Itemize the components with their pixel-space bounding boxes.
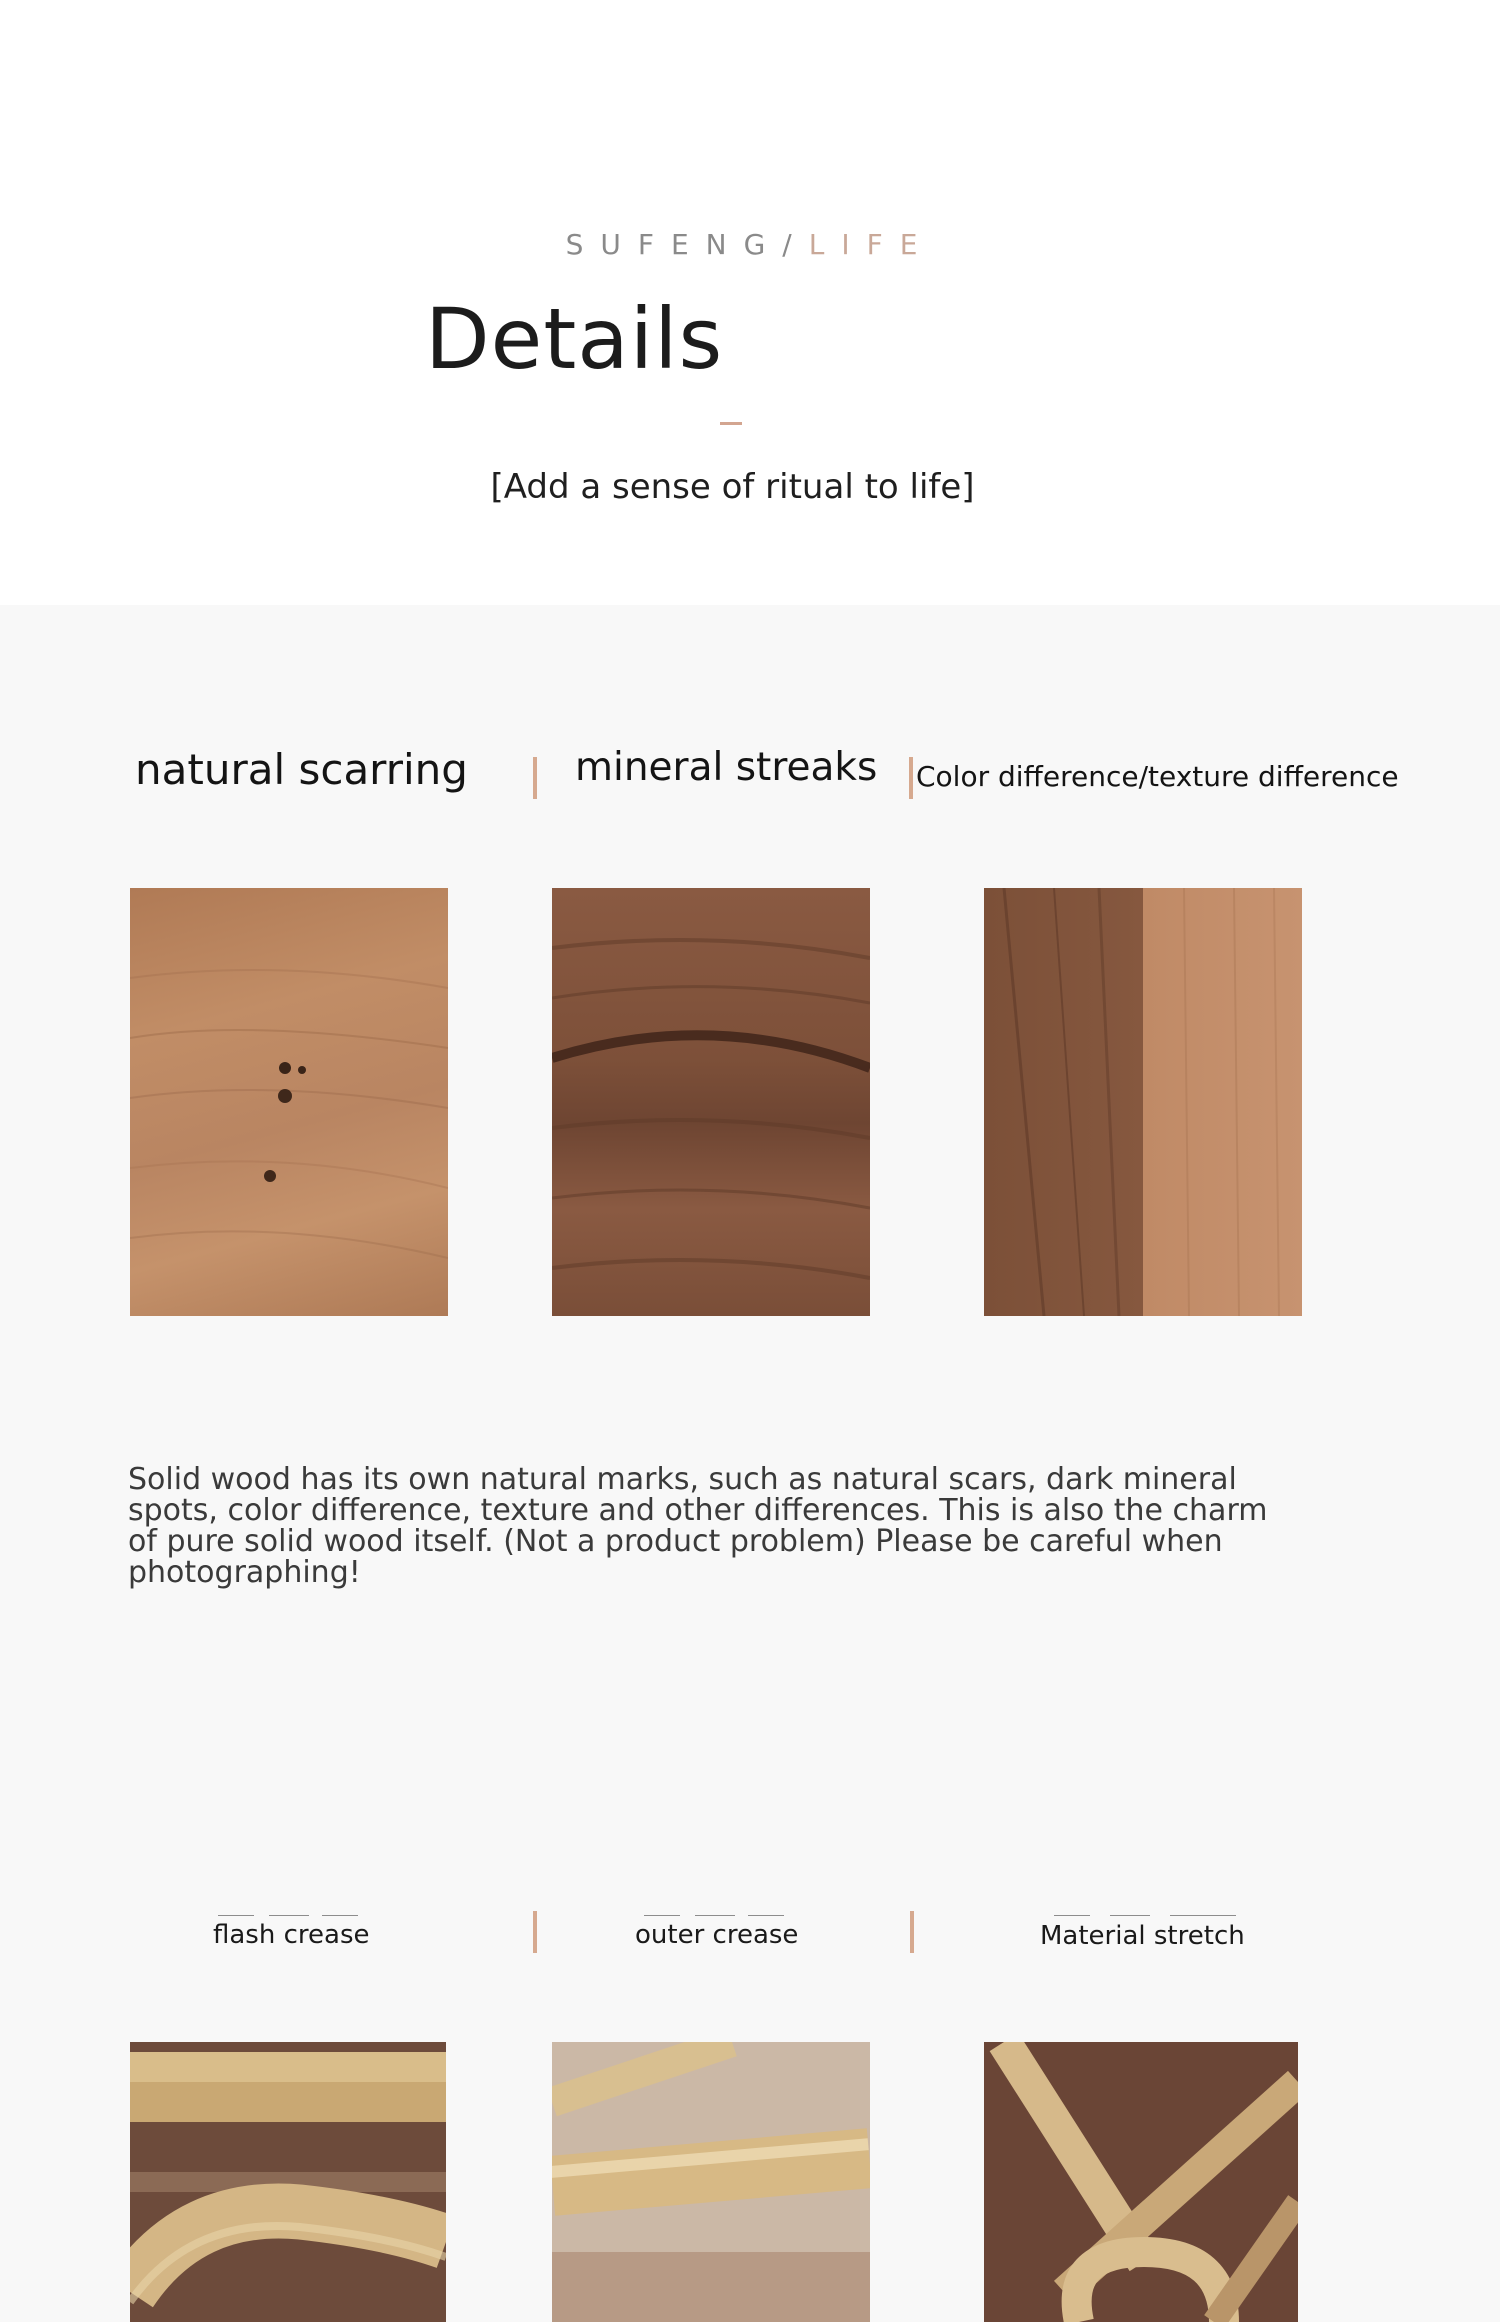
natural-scarring-photo	[130, 888, 448, 1316]
label-separator	[909, 757, 913, 799]
label-natural-scarring: natural scarring	[135, 745, 468, 794]
label-separator	[533, 1911, 537, 1953]
page-subtitle: [Add a sense of ritual to life]	[490, 467, 975, 507]
header-section	[0, 0, 1500, 605]
label-glyph-stub	[214, 1906, 362, 1916]
label-separator	[910, 1911, 914, 1953]
label-material-stretch: Material stretch	[1040, 1921, 1245, 1951]
label-separator	[533, 757, 537, 799]
brass-rod-illustration	[552, 2042, 870, 2322]
brand-name: SUFENG/	[565, 228, 809, 261]
color-difference-photo	[984, 888, 1302, 1316]
glyph-stub-illustration	[1050, 1909, 1240, 1916]
page-title: Details	[425, 290, 724, 388]
outer-crease-photo	[552, 2042, 870, 2322]
mineral-streaks-photo	[552, 888, 870, 1316]
brand-tagline	[0, 228, 1500, 261]
material-stretch-photo	[984, 2042, 1298, 2322]
glyph-stub-illustration	[214, 1909, 362, 1916]
title-divider	[720, 422, 742, 425]
brand-suffix: LIFE	[808, 228, 935, 261]
label-mineral-streaks: mineral streaks	[575, 745, 878, 790]
glyph-stub-illustration	[640, 1909, 788, 1916]
wood-description: Solid wood has its own natural marks, such as natural scars, dark mineral spots, color difference, texture and other differences. This is also the charm of pure solid wood itself. (Not a product problem) Please be careful when photographing!	[128, 1462, 1268, 1590]
wood-grain-illustration	[130, 888, 448, 1316]
wood-grain-illustration	[984, 888, 1302, 1316]
wood-grain-illustration	[552, 888, 870, 1316]
label-flash-crease: flash crease	[213, 1920, 370, 1950]
brass-rod-illustration	[130, 2042, 446, 2322]
label-glyph-stub	[1050, 1906, 1240, 1916]
label-glyph-stub	[640, 1906, 788, 1916]
brass-rod-illustration	[984, 2042, 1298, 2322]
flash-crease-photo	[130, 2042, 446, 2322]
label-color-difference: Color difference/texture difference	[916, 760, 1399, 793]
label-outer-crease: outer crease	[635, 1920, 799, 1950]
